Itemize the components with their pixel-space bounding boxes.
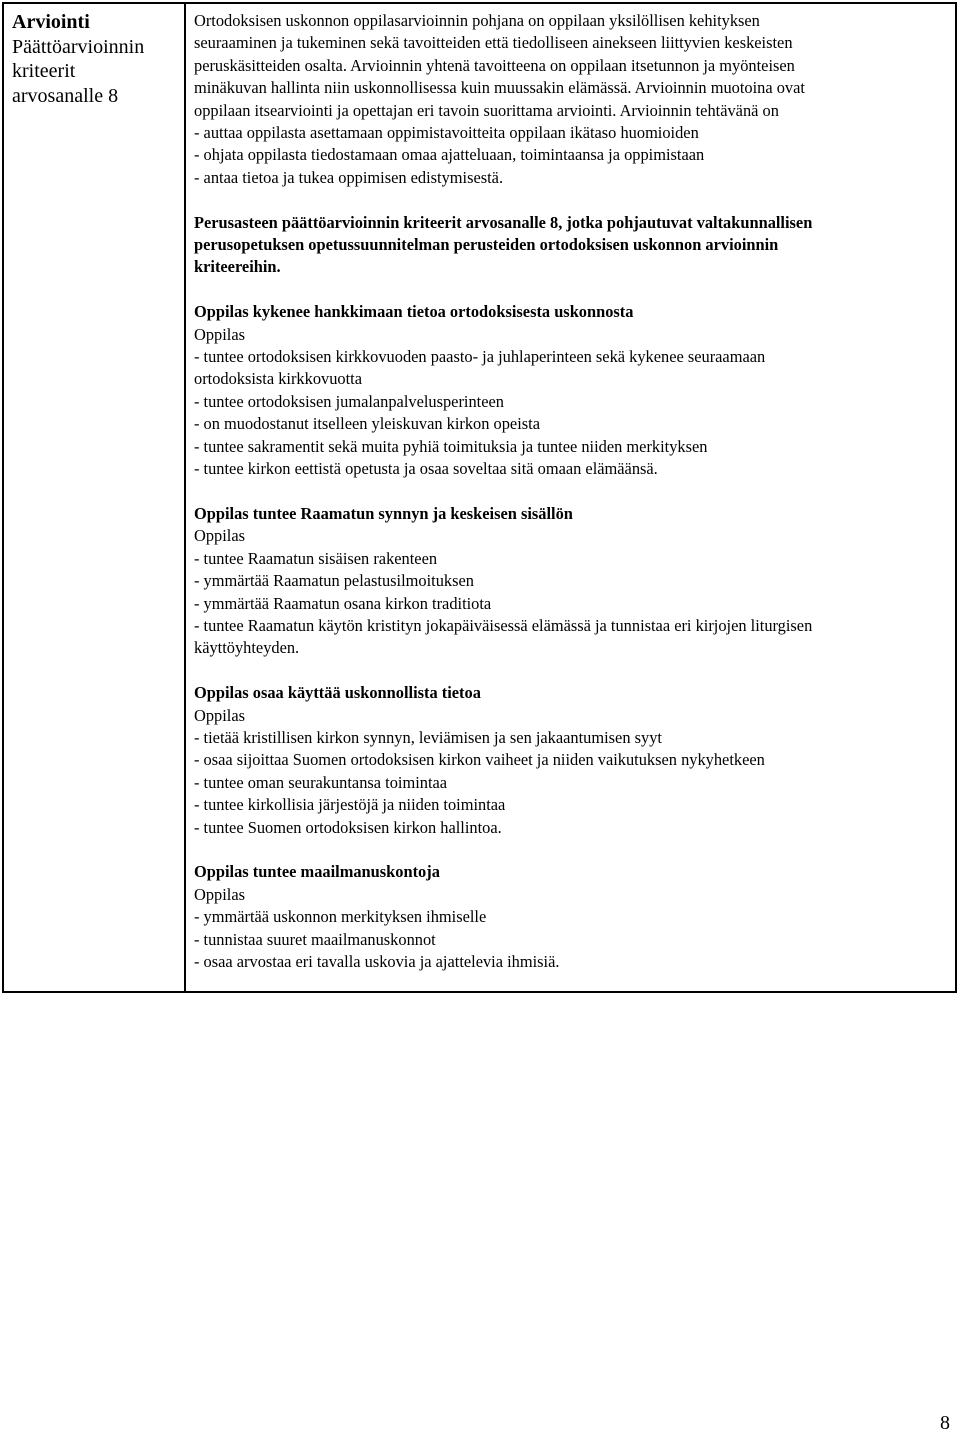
table-label-cell — [4, 4, 186, 991]
list-line: - auttaa oppilasta asettamaan oppimistavoitteita oppilaan ikätaso huomioiden — [194, 123, 699, 143]
page-number: 8 — [940, 1412, 950, 1434]
spacer — [194, 279, 949, 301]
cell-title: Arviointi — [12, 11, 90, 33]
criteria-section — [194, 503, 949, 660]
section-subject: Oppilas — [194, 884, 245, 904]
list-line: - osaa arvostaa eri tavalla uskovia ja ajattelevia ihmisiä. — [194, 951, 560, 971]
section-heading: Oppilas tuntee maailmanuskontoja — [194, 862, 440, 882]
list-line: - antaa tietoa ja tukea oppimisen edistymisestä. — [194, 167, 504, 187]
text-line: kriteereihin. — [194, 257, 281, 277]
list-line: - tuntee oman seurakuntansa toimintaa — [194, 772, 448, 792]
criteria-section — [194, 301, 949, 480]
list-line: - ymmärtää Raamatun pelastusilmoituksen — [194, 571, 474, 591]
assessment-table — [2, 2, 957, 993]
list-line: - tuntee kirkollisia järjestöjä ja niiden toimintaa — [194, 795, 506, 815]
section-subject: Oppilas — [194, 705, 245, 725]
text-line: Perusasteen päättöarvioinnin kriteerit arvosanalle 8, jotka pohjautuvat valtakunnallisen — [194, 212, 813, 232]
criteria-section — [194, 682, 949, 839]
spacer — [194, 660, 949, 682]
list-line: - tietää kristillisen kirkon synnyn, leviämisen ja sen jakaantumisen syyt — [194, 727, 662, 747]
section-heading: Oppilas osaa käyttää uskonnollista tietoa — [194, 683, 481, 703]
cell-subtitle-line: Päättöarvioinnin — [12, 35, 145, 58]
spacer — [194, 481, 949, 503]
list-line: - tuntee sakramentit sekä muita pyhiä toimituksia ja tuntee niiden merkityksen — [194, 436, 708, 456]
list-line: - tuntee kirkon eettistä opetusta ja osaa soveltaa sitä omaan elämäänsä. — [194, 459, 658, 479]
list-line: - on muodostanut itselleen yleiskuvan kirkon opeista — [194, 414, 540, 434]
cell-subtitle-line: arvosanalle 8 — [12, 84, 119, 107]
list-line: - tuntee ortodoksisen kirkkovuoden paasto- ja juhlaperinteen sekä kykenee seuraamaan — [194, 347, 766, 367]
list-line: ortodoksista kirkkovuotta — [194, 369, 362, 389]
criteria-section — [194, 861, 949, 973]
section-heading: Oppilas tuntee Raamatun synnyn ja keskeisen sisällön — [194, 503, 573, 523]
list-line: - tuntee Suomen ortodoksisen kirkon hallintoa. — [194, 817, 502, 837]
spacer — [194, 839, 949, 861]
list-line: - tuntee ortodoksisen jumalanpalvelusperinteen — [194, 391, 504, 411]
table-content-cell — [186, 4, 955, 991]
list-line: käyttöyhteyden. — [194, 638, 300, 658]
list-line: - ymmärtää Raamatun osana kirkon traditiota — [194, 593, 492, 613]
section-heading: Oppilas kykenee hankkimaan tietoa ortodoksisesta uskonnosta — [194, 302, 634, 322]
text-line: Ortodoksisen uskonnon oppilasarvioinnin pohjana on oppilaan yksilöllisen kehityksen — [194, 11, 760, 30]
text-line: peruskäsitteiden osalta. Arvioinnin yhtenä tavoitteena on oppilaan itsetunnon ja myönteisen — [194, 55, 795, 75]
cell-subtitle-line: kriteerit — [12, 60, 76, 82]
section-subject: Oppilas — [194, 526, 245, 546]
text-line: perusopetuksen opetussuunnitelman perusteiden ortodoksisen uskonnon arvioinnin — [194, 235, 779, 255]
list-line: - tuntee Raamatun käytön kristityn jokapäiväisessä elämässä ja tunnistaa eri kirjojen liturgisen — [194, 615, 813, 635]
list-line: - ymmärtää uskonnon merkityksen ihmiselle — [194, 907, 487, 927]
list-line: - tuntee Raamatun sisäisen rakenteen — [194, 548, 438, 568]
spacer — [194, 189, 949, 211]
text-line: seuraaminen ja tukeminen sekä tavoitteiden että tiedolliseen ainekseen liittyvien keskeisten — [194, 33, 793, 53]
intro-paragraph — [194, 10, 949, 189]
criteria-intro — [194, 212, 949, 279]
list-line: - osaa sijoittaa Suomen ortodoksisen kirkon vaiheet ja niiden vaikutuksen nykyhetkeen — [194, 750, 765, 770]
text-line: oppilaan itsearviointi ja opettajan eri tavoin suorittama arviointi. Arvioinnin tehtävänä on — [194, 100, 779, 120]
list-line: - ohjata oppilasta tiedostamaan omaa ajatteluaan, toimintaansa ja oppimistaan — [194, 145, 705, 165]
section-subject: Oppilas — [194, 324, 245, 344]
list-line: - tunnistaa suuret maailmanuskonnot — [194, 929, 436, 949]
text-line: minäkuvan hallinta niin uskonnollisessa kuin muussakin elämässä. Arvioinnin muotoina ovat — [194, 78, 805, 98]
